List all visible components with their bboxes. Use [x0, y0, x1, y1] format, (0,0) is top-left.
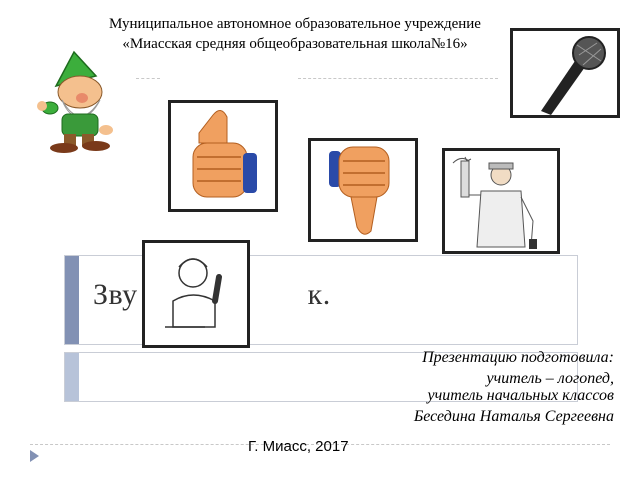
thumbs-up-card: [168, 100, 278, 212]
subtitle-accent: [65, 353, 79, 401]
title-start: Зву: [93, 278, 138, 311]
dashed-divider: [136, 78, 160, 79]
child-hand-raised-icon: [145, 243, 247, 345]
thumbs-up-icon: [171, 103, 275, 209]
title-end: к.: [307, 278, 331, 311]
header-line-1: Муниципальное автономное образовательное учреждение: [109, 16, 481, 32]
title-accent: [65, 256, 79, 344]
author-line-1: Презентацию подготовила:: [422, 349, 614, 366]
thumbs-down-icon: [311, 141, 415, 239]
child-card: [142, 240, 250, 348]
author-block-2: [414, 386, 614, 426]
author-line-4: Беседина Наталья Сергеевна: [413, 408, 614, 425]
dashed-divider: [298, 78, 498, 79]
author-block: [422, 348, 614, 388]
thumbs-down-card: [308, 138, 418, 242]
worker-hand-raised-icon: [445, 151, 557, 251]
author-line-2: учитель – логопед,: [486, 370, 614, 387]
gnome-icon: [34, 46, 124, 156]
nav-arrow-icon[interactable]: [30, 450, 39, 462]
worker-card: [442, 148, 560, 254]
microphone-card: [510, 28, 620, 118]
header-line-2: «Миасская средняя общеобразовательная школа№16»: [122, 36, 468, 52]
author-line-3: учитель начальных классов: [427, 387, 614, 404]
school-header: [80, 14, 510, 54]
microphone-icon: [513, 31, 617, 115]
city-year: Г. Миасс, 2017: [248, 438, 349, 455]
